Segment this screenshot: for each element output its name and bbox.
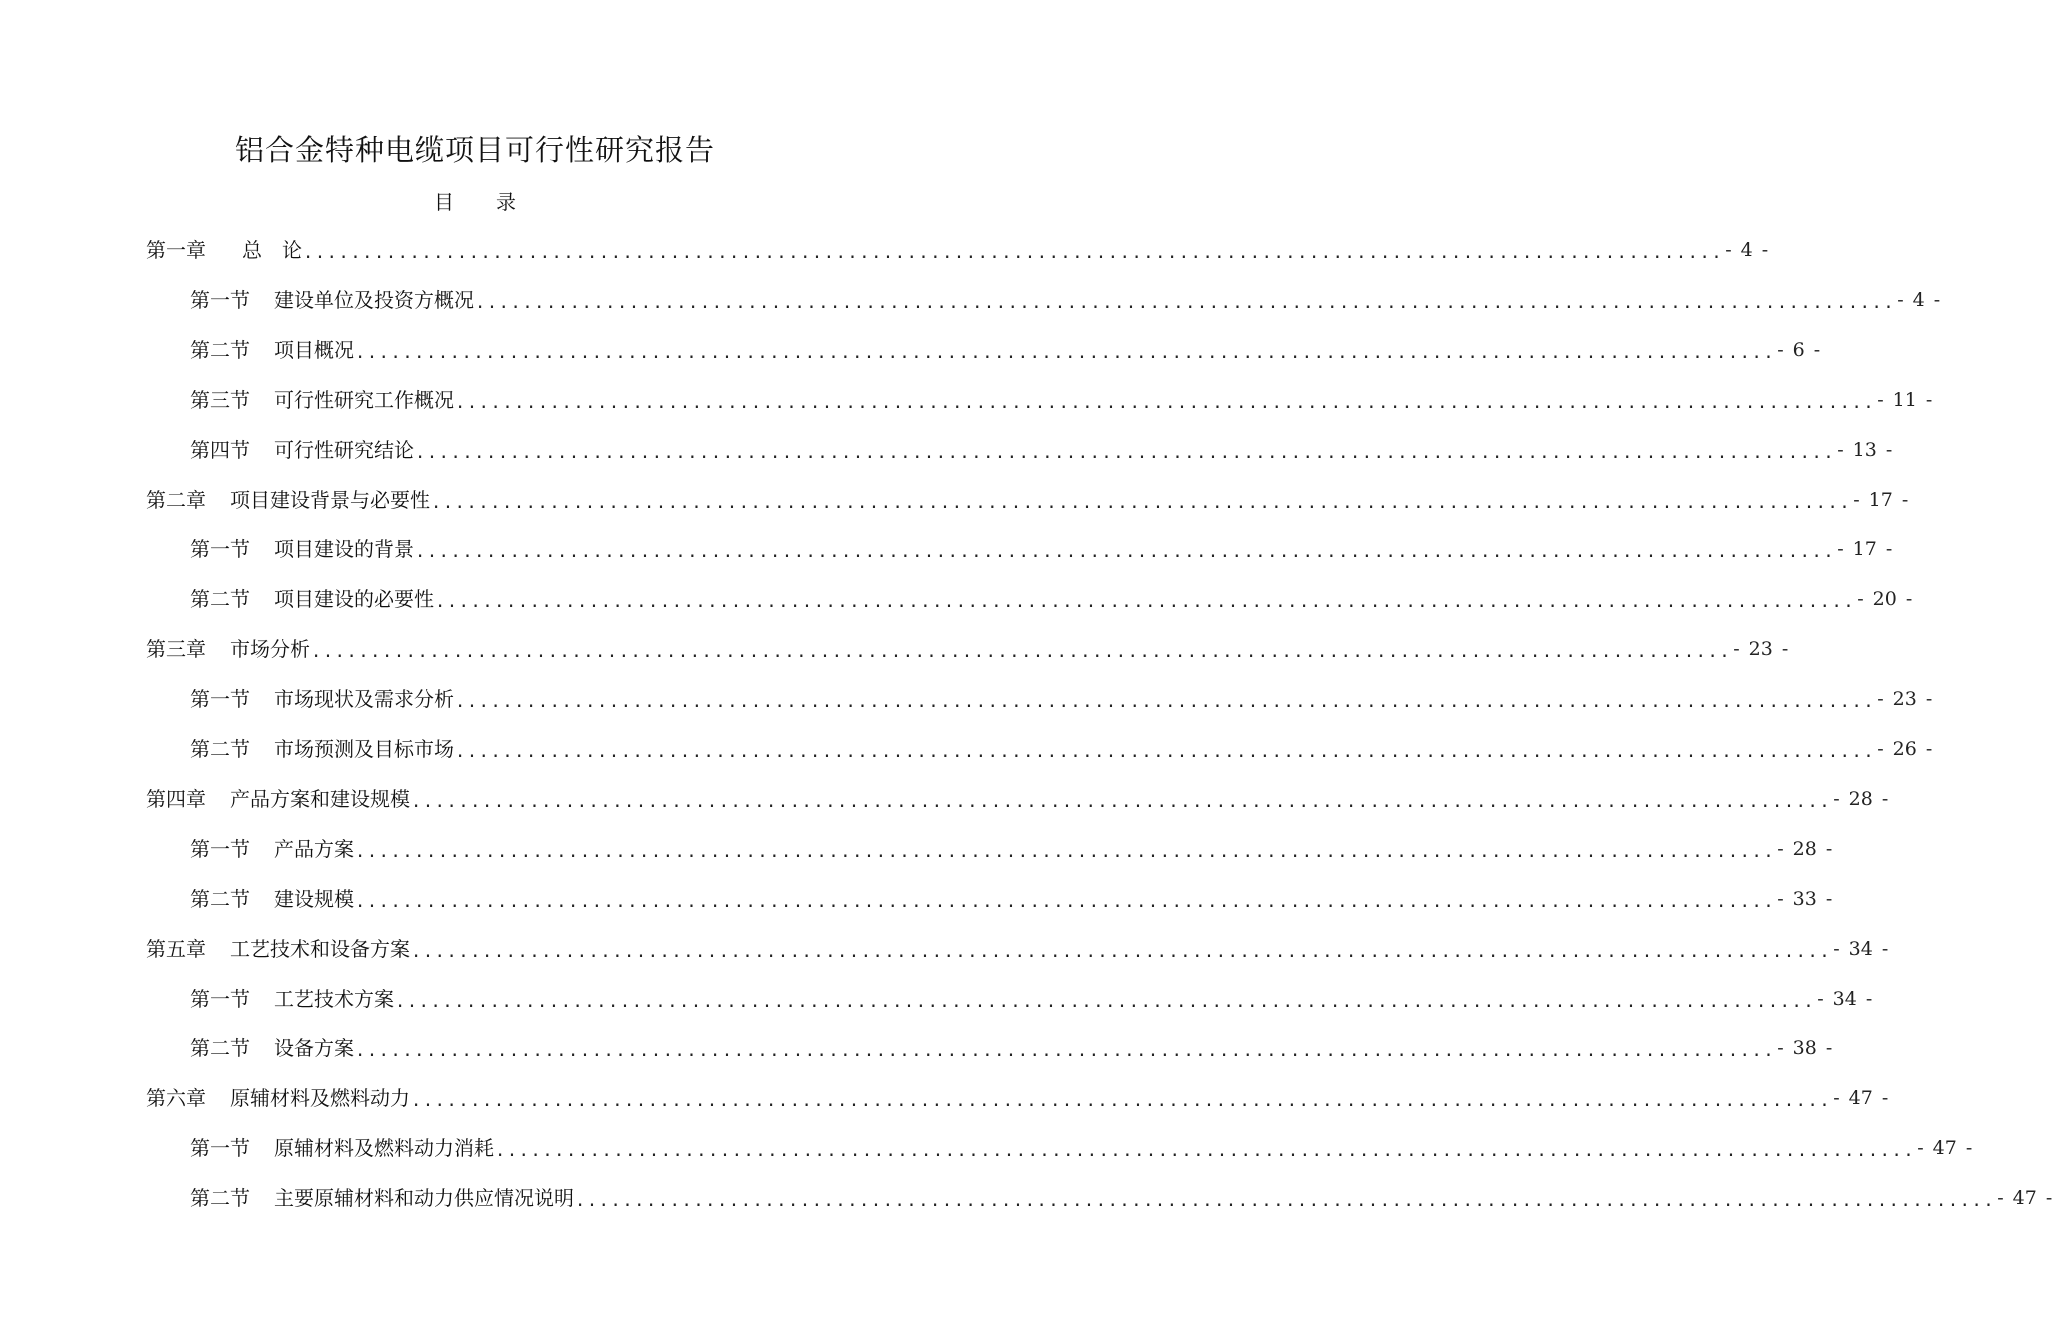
toc-entry-section[interactable]: [190, 426, 1893, 474]
toc-entry-label: 第五章: [146, 936, 206, 961]
toc-entry-title: 项目建设背景与必要性: [230, 487, 430, 512]
toc-entry-label: 第一节: [190, 687, 250, 712]
toc-entry-chapter[interactable]: [146, 925, 1889, 973]
toc-entry-title: 市场预测及目标市场: [274, 737, 454, 761]
toc-entry-page-number: - 34 -: [1817, 987, 1873, 1010]
toc-entry-page-number: - 4 -: [1725, 239, 1769, 261]
toc-entry-label: 第一节: [190, 986, 250, 1011]
toc-dot-leader: ........................................................................................................................: [435, 592, 1856, 613]
toc-entry-label: 第二节: [190, 737, 250, 761]
toc-entry-page-number: - 17 -: [1853, 488, 1909, 511]
toc-entry-chapter[interactable]: [146, 226, 1769, 274]
toc-entry-title: 建设单位及投资方概况: [274, 287, 474, 312]
toc-entry-page-number: - 13 -: [1837, 438, 1893, 461]
toc-entry-title: 工艺技术和设备方案: [230, 936, 410, 961]
toc-entry-page-number: - 23 -: [1877, 688, 1933, 711]
toc-entry-title: 产品方案和建设规模: [230, 786, 410, 811]
toc-heading: [0, 186, 950, 215]
toc-entry-page-number: - 23 -: [1733, 638, 1789, 661]
toc-entry-title: 建设规模: [274, 886, 354, 911]
toc-entry-title: 项目概况: [274, 337, 354, 362]
toc-dot-leader: ........................................................................................................................: [455, 742, 1876, 762]
toc-dot-leader: ........................................................................................................................: [411, 1091, 1832, 1112]
toc-dot-leader: ........................................................................................................................: [495, 1141, 1916, 1162]
toc-dot-leader: ........................................................................................................................: [355, 342, 1776, 363]
toc-dot-leader: ........................................................................................................................: [355, 841, 1776, 862]
toc-entry-page-number: - 47 -: [1917, 1137, 1973, 1160]
toc-entry-page-number: - 4 -: [1897, 288, 1941, 311]
toc-entry-label: 第二节: [190, 587, 250, 612]
toc-dot-leader: ........................................................................................................................: [455, 692, 1876, 713]
toc-entry-label: 第三节: [190, 387, 250, 412]
toc-entry-label: 第一节: [190, 537, 250, 562]
toc-entry-page-number: - 38 -: [1777, 1037, 1833, 1060]
toc-entry-title: 市场分析: [230, 637, 310, 662]
toc-entry-section[interactable]: [190, 975, 1873, 1023]
toc-entry-section[interactable]: [190, 825, 1833, 873]
toc-entry-title: 工艺技术方案: [274, 986, 394, 1011]
toc-entry-label: 第二节: [190, 1036, 250, 1061]
toc-entry-chapter[interactable]: [146, 1074, 1889, 1122]
toc-entry-title: 主要原辅材料和动力供应情况说明: [274, 1186, 574, 1211]
toc-dot-leader: ........................................................................................................................: [411, 941, 1832, 962]
toc-entry-label: 第二节: [190, 337, 250, 362]
toc-entry-chapter[interactable]: [146, 476, 1909, 524]
toc-entry-chapter[interactable]: [146, 625, 1789, 673]
toc-entry-label: 第四节: [190, 437, 250, 462]
toc-dot-leader: ........................................................................................................................: [355, 1041, 1776, 1062]
toc-entry-label: 第一节: [190, 836, 250, 861]
toc-dot-leader: ........................................................................................................................: [575, 1191, 1996, 1212]
toc-entry-section[interactable]: [190, 875, 1833, 923]
toc-entry-page-number: - 47 -: [1833, 1087, 1889, 1110]
toc-entry-section[interactable]: [190, 675, 1933, 723]
toc-entry-section[interactable]: [190, 525, 1893, 573]
toc-entry-page-number: - 34 -: [1833, 937, 1889, 960]
toc-entry-page-number: - 33 -: [1777, 887, 1833, 910]
toc-entry-page-number: - 11 -: [1877, 388, 1933, 411]
toc-dot-leader: ........................................................................................................................: [475, 292, 1896, 313]
toc-entry-page-number: - 26 -: [1877, 738, 1933, 760]
toc-entry-section[interactable]: [190, 575, 1913, 623]
toc-entry-section[interactable]: [190, 326, 1821, 374]
toc-dot-leader: ........................................................................................................................: [455, 392, 1876, 413]
toc-entry-section[interactable]: [190, 725, 1933, 773]
toc-entry-title: 可行性研究工作概况: [274, 387, 454, 412]
toc-dot-leader: ........................................................................................................................: [415, 442, 1836, 463]
toc-dot-leader: ........................................................................................................................: [415, 542, 1836, 563]
toc-heading-char-2: 录: [496, 190, 516, 214]
toc-entry-label: 第一章: [146, 238, 206, 262]
toc-entry-section[interactable]: [190, 276, 1941, 324]
toc-dot-leader: ........................................................................................................................: [303, 243, 1724, 263]
document-title: 铝合金特种电缆项目可行性研究报告: [234, 133, 715, 167]
toc-entry-section[interactable]: [190, 1024, 1833, 1072]
toc-dot-leader: ........................................................................................................................: [395, 991, 1816, 1012]
toc-entry-title: 设备方案: [274, 1036, 354, 1061]
toc-entry-title: 产品方案: [274, 836, 354, 861]
toc-entry-chapter[interactable]: [146, 775, 1889, 823]
toc-entry-title: 可行性研究结论: [274, 437, 414, 462]
toc-entry-label: 第二章: [146, 487, 206, 512]
toc-entry-page-number: - 17 -: [1837, 538, 1893, 561]
toc-entry-label: 第三章: [146, 637, 206, 662]
toc-entry-section[interactable]: [190, 1124, 1973, 1172]
toc-entry-label: 第六章: [146, 1086, 206, 1111]
toc-entry-label: 第一节: [190, 287, 250, 312]
toc-heading-char-1: 目: [434, 190, 454, 214]
toc-entry-label: 第一节: [190, 1136, 250, 1161]
toc-entry-page-number: - 6 -: [1777, 338, 1821, 361]
toc-entry-page-number: - 28 -: [1833, 787, 1889, 810]
toc-dot-leader: ........................................................................................................................: [431, 492, 1852, 513]
toc-dot-leader: ........................................................................................................................: [411, 791, 1832, 812]
toc-dot-leader: ........................................................................................................................: [311, 642, 1732, 663]
toc-entry-label: 第四章: [146, 786, 206, 811]
toc-entry-page-number: - 47 -: [1997, 1187, 2052, 1210]
toc-dot-leader: ........................................................................................................................: [355, 891, 1776, 912]
toc-entry-page-number: - 28 -: [1777, 837, 1833, 860]
toc-entry-section[interactable]: [190, 376, 1933, 424]
toc-entry-label: 第二节: [190, 886, 250, 911]
toc-entry-title: 原辅材料及燃料动力: [230, 1086, 410, 1111]
toc-entry-label: 第二节: [190, 1186, 250, 1211]
toc-entry-title: 项目建设的必要性: [274, 587, 434, 612]
toc-entry-section[interactable]: [190, 1174, 2052, 1222]
toc-entry-page-number: - 20 -: [1857, 588, 1913, 611]
toc-entry-title: 原辅材料及燃料动力消耗: [274, 1136, 494, 1161]
toc-entry-title: 项目建设的背景: [274, 537, 414, 562]
toc-entry-title: 总 论: [242, 238, 302, 262]
toc-entry-title: 市场现状及需求分析: [274, 687, 454, 712]
